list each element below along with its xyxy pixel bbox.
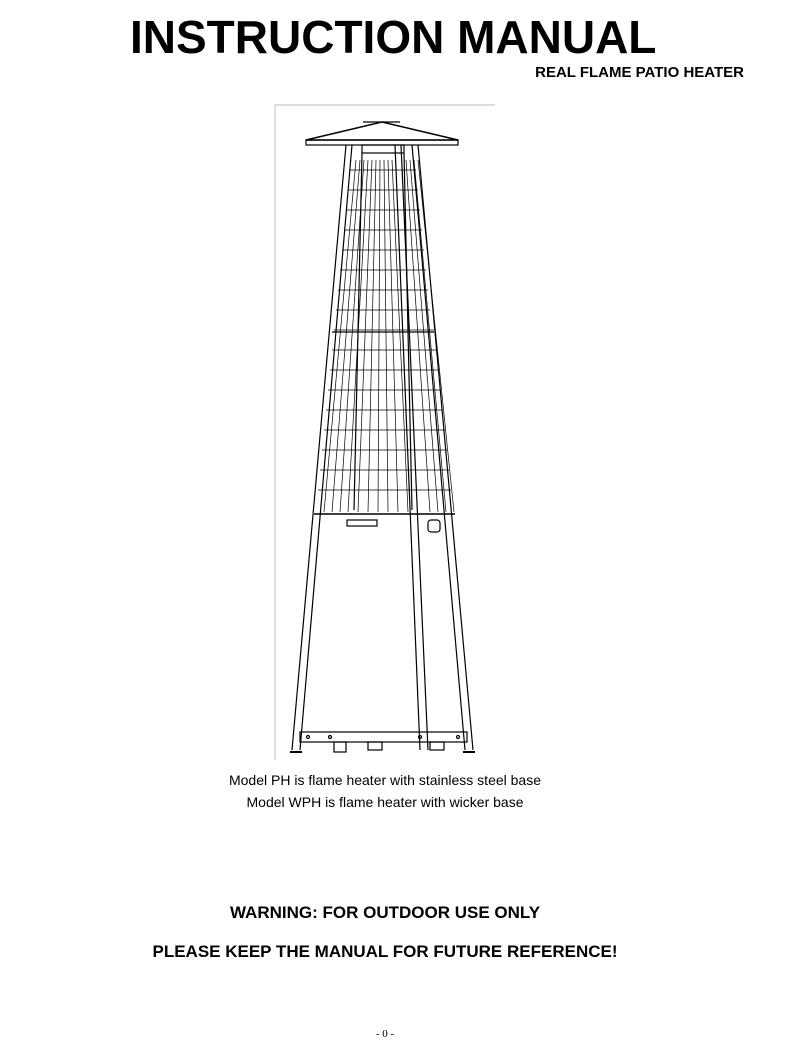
patio-heater-illustration — [270, 100, 500, 765]
page-number: - 0 - — [375, 1028, 395, 1040]
caption-model-ph: Model PH is flame heater with stainless steel base — [228, 772, 542, 788]
caption-model-wph: Model WPH is flame heater with wicker base — [246, 794, 524, 810]
outdoor-use-warning: WARNING: FOR OUTDOOR USE ONLY — [229, 903, 541, 922]
patio-heater-icon — [270, 100, 500, 765]
product-subtitle: REAL FLAME PATIO HEATER — [535, 64, 744, 81]
keep-manual-notice: PLEASE KEEP THE MANUAL FOR FUTURE REFERENCE! — [152, 942, 618, 961]
manual-title: INSTRUCTION MANUAL — [130, 11, 657, 63]
